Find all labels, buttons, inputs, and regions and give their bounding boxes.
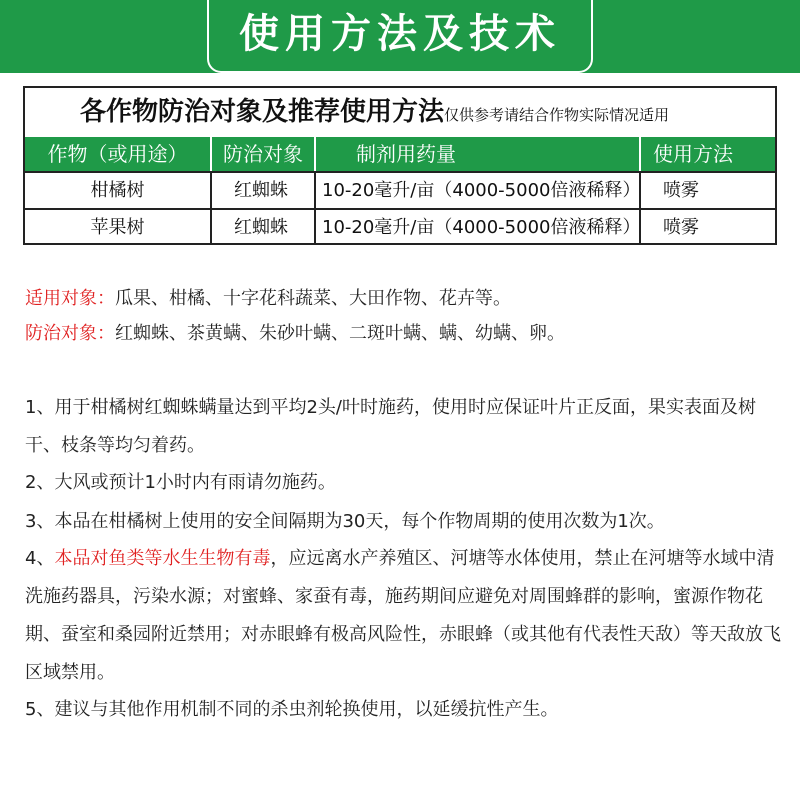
table-title	[25, 88, 775, 137]
cell-crop: 柑橘树	[90, 180, 145, 201]
instruction-4-warning: 本品对鱼类等水生生物有毒	[54, 548, 271, 569]
cell-crop: 苹果树	[90, 217, 145, 238]
cell-target: 红蜘蛛	[210, 173, 314, 208]
header-target: 防治对象	[210, 137, 314, 171]
instruction-2: 2、大风或预计1小时内有雨请勿施药。	[25, 472, 336, 493]
table-row	[25, 171, 775, 208]
target-line	[25, 319, 565, 345]
target-label: 防治对象：	[25, 323, 115, 344]
applicable-label: 适用对象：	[25, 288, 115, 309]
table-title-note: 仅供参考请结合作物实际情况适用	[444, 106, 670, 124]
table-row	[25, 208, 775, 245]
table-title-main: 各作物防治对象及推荐使用方法	[80, 97, 445, 127]
instruction-1: 1、用于柑橘树红蜘蛛螨量达到平均2头/叶时施药，使用时应保证叶片正反面，果实表面及树干、枝条等均匀着药。	[25, 397, 756, 456]
page-title: 使用方法及技术	[239, 11, 561, 57]
table-header-row	[25, 137, 775, 171]
instruction-4-prefix: 4、	[25, 548, 55, 569]
instruction-3: 3、本品在柑橘树上使用的安全间隔期为30天，每个作物周期的使用次数为1次。	[25, 511, 665, 532]
cell-dosage: 10-20毫升/亩（4000-5000倍液稀释）	[314, 173, 639, 208]
usage-table	[23, 86, 777, 245]
cell-target: 红蜘蛛	[210, 210, 314, 245]
header-dosage: 制剂用药量	[314, 137, 639, 171]
applicable-line	[25, 284, 511, 310]
instruction-4	[25, 540, 785, 692]
instruction-4-rest: ，应远离水产养殖区、河塘等水体使用，禁止在河塘等水域中清洗施药器具，污染水源；对蜜蜂、家蚕有毒，施药期间应避免对周围蜂群的影响，蜜源作物花期、蚕室和桑园附近禁用；对赤眼蜂有极高风险性，赤眼蜂（或其他有代表性天敌）等天敌放飞区域禁用。	[25, 548, 781, 683]
cell-method: 喷雾	[639, 210, 775, 245]
instruction-5: 5、建议与其他作用机制不同的杀虫剂轮换使用，以延缓抗性产生。	[25, 699, 559, 720]
cell-method: 喷雾	[639, 173, 775, 208]
cell-dosage: 10-20毫升/亩（4000-5000倍液稀释）	[314, 210, 639, 245]
header-method: 使用方法	[639, 137, 775, 171]
applicable-value: 瓜果、柑橘、十字花科蔬菜、大田作物、花卉等。	[115, 288, 511, 309]
target-value: 红蜘蛛、茶黄螨、朱砂叶螨、二斑叶螨、螨、幼螨、卵。	[115, 323, 565, 344]
header-crop: 作物（或用途）	[47, 142, 188, 166]
